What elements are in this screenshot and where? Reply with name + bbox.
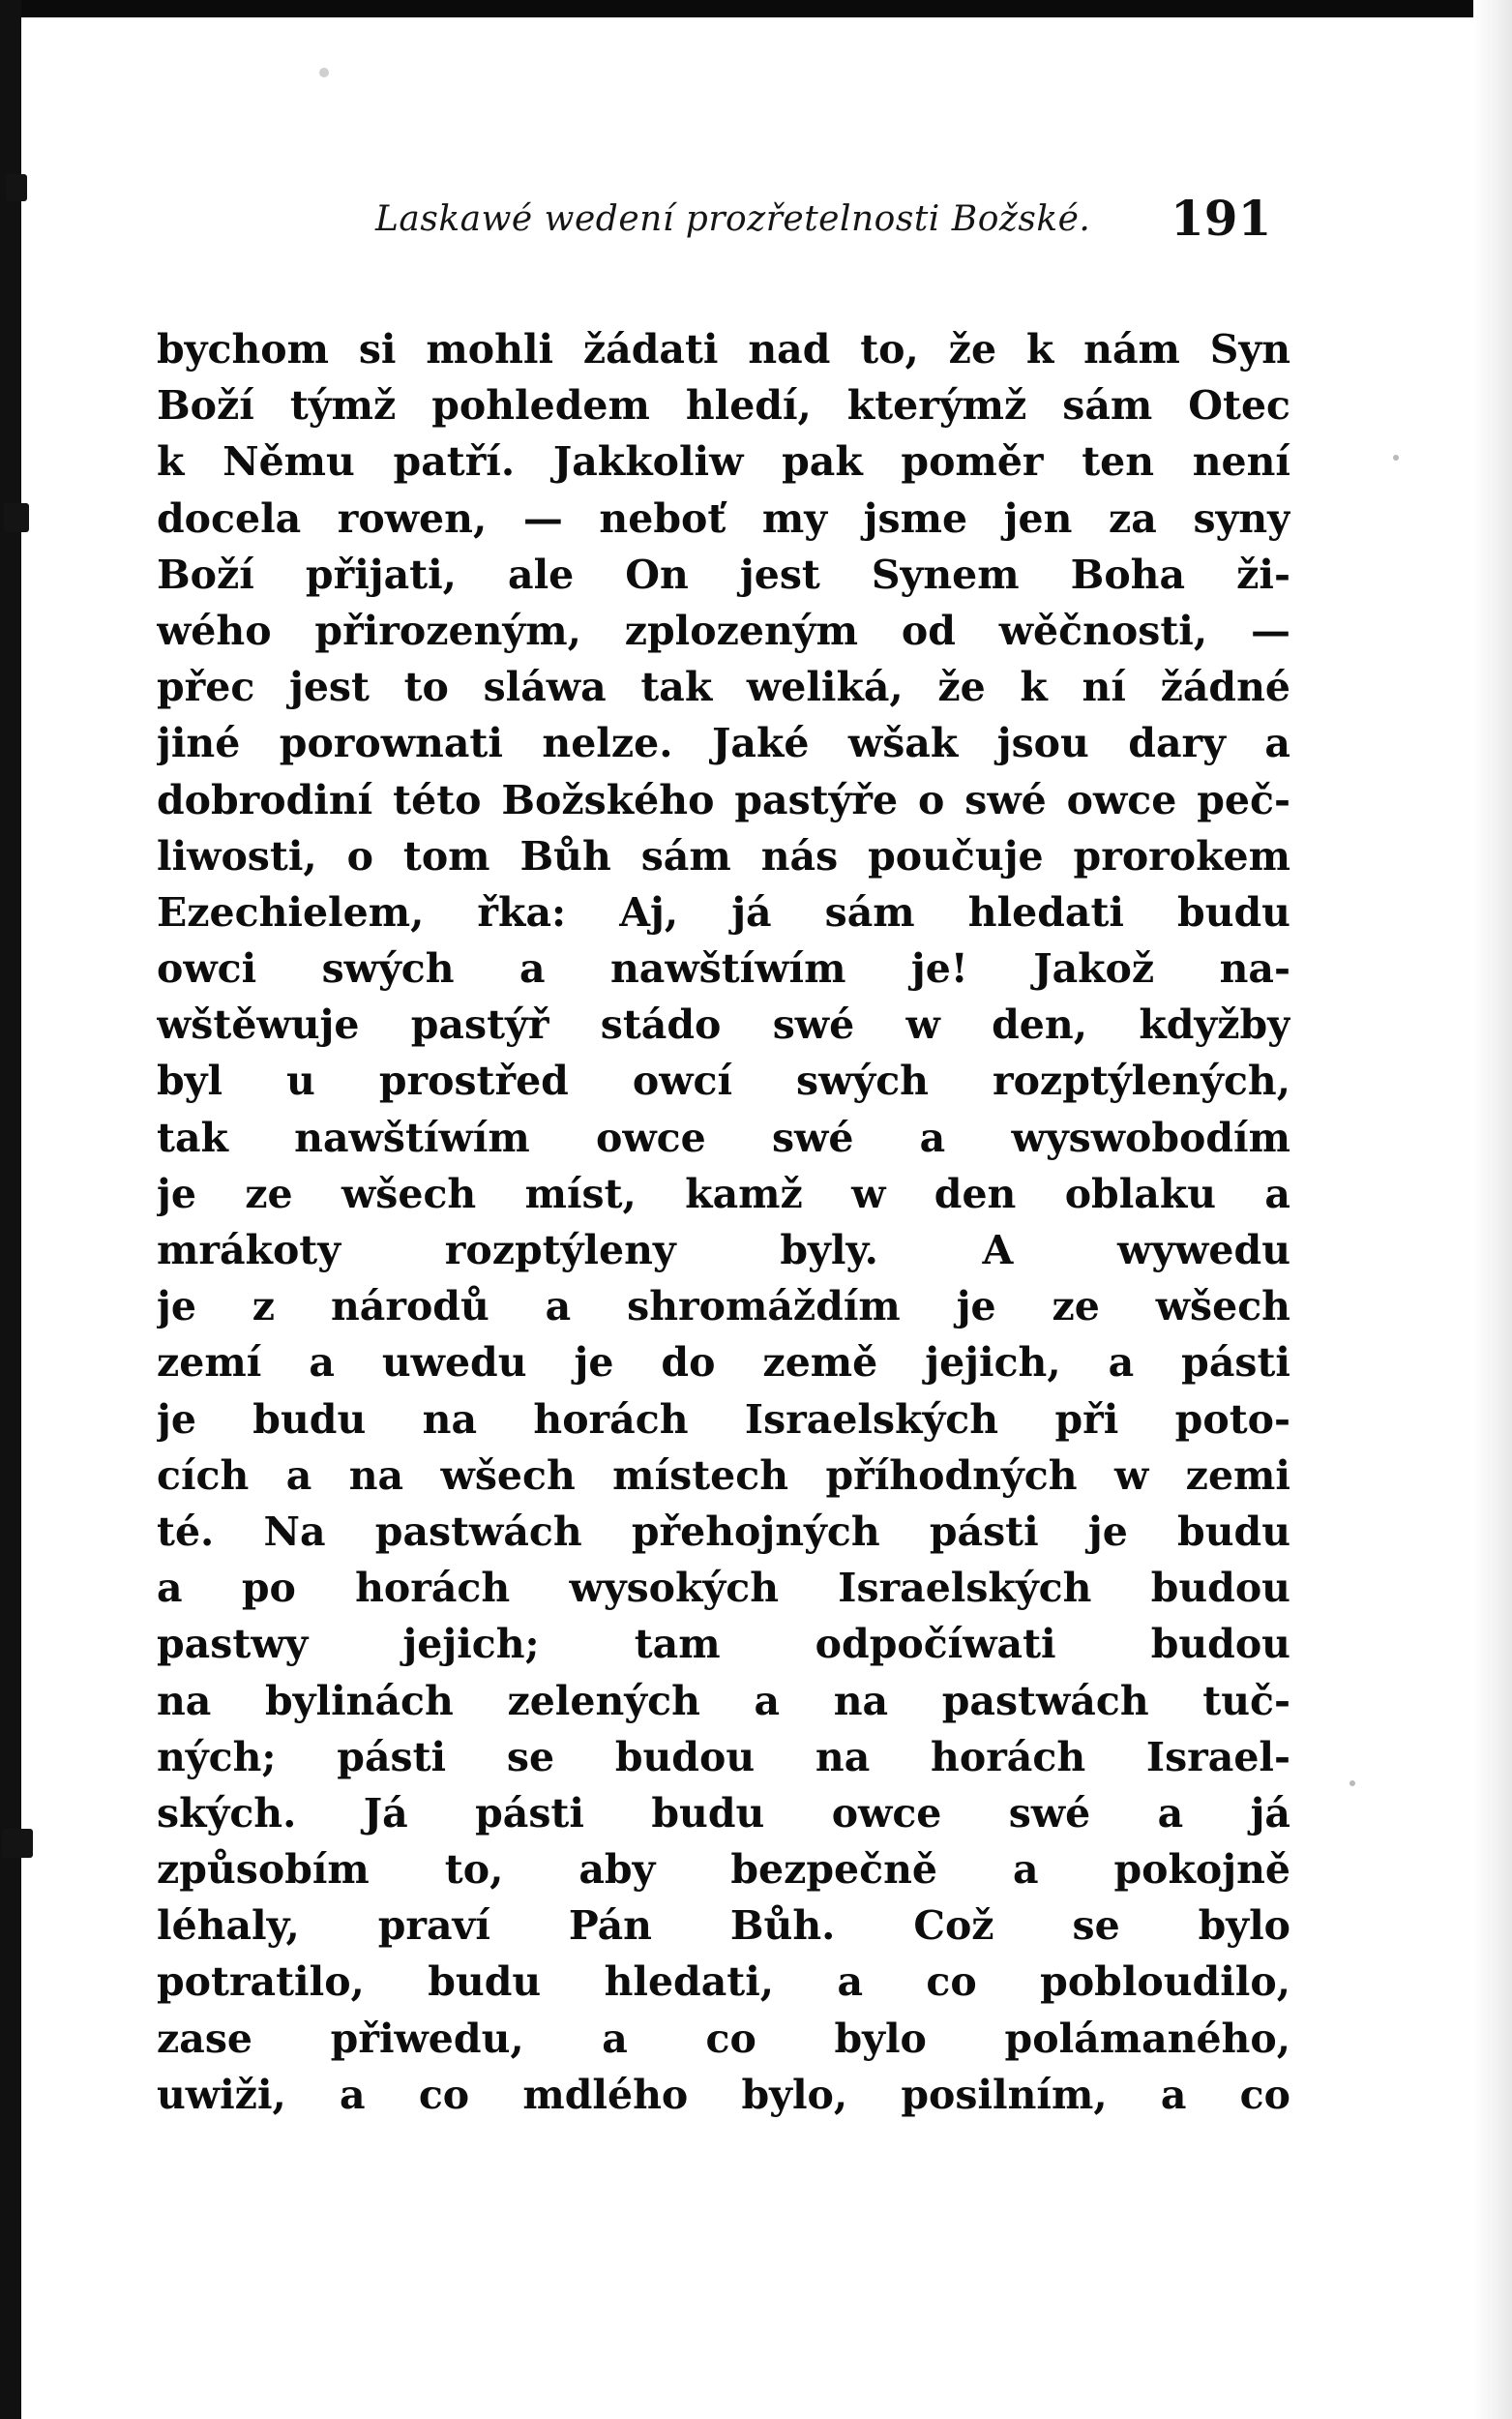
text-line: cích a na wšech místech příhodných w zemi xyxy=(157,1451,1290,1499)
text-line: mrákoty rozptýleny byly. A wywedu xyxy=(157,1227,1290,1273)
text-line: owci swých a nawštíwím je! Jakož na- xyxy=(157,945,1290,993)
text-line: potratilo, budu hledati, a co pobloudilo, xyxy=(157,1958,1290,2006)
text-line: dobrodiní této Božského pastýře o swé owce peč- xyxy=(157,776,1290,823)
text-line: pastwy jejich; tam odpočíwati budou xyxy=(157,1621,1290,1668)
paper-speck xyxy=(1393,455,1399,461)
text-line: wštěwuje pastýř stádo swé w den, kdyžby xyxy=(157,1001,1290,1049)
scan-border-left xyxy=(0,0,21,2419)
text-line: na bylinách zelených a na pastwách tuč- xyxy=(157,1677,1290,1724)
text-line: ných; pásti se budou na horách Israel- xyxy=(157,1733,1290,1780)
text-line: Boží přijati, ale On jest Synem Boha ži- xyxy=(157,551,1290,598)
text-line: je ze wšech míst, kamž w den oblaku a xyxy=(157,1170,1290,1217)
paper-speck xyxy=(319,68,329,77)
text-line: ských. Já pásti budu owce swé a já xyxy=(157,1789,1290,1837)
scan-border-top xyxy=(0,0,1512,17)
text-line: Boží týmž pohledem hledí, kterýmž sám Otec xyxy=(157,382,1290,430)
text-line: té. Na pastwách přehojných pásti je budu xyxy=(157,1508,1290,1555)
running-header xyxy=(0,190,1277,248)
text-line: bychom si mohli žádati nad to, že k nám Syn xyxy=(157,326,1290,373)
text-line: a po horách wysokých Israelských budou xyxy=(157,1565,1290,1612)
text-line: liwosti, o tom Bůh sám nás poučuje prorokem xyxy=(157,832,1290,880)
text-line: zase přiwedu, a co bylo polámaného, xyxy=(157,2015,1290,2062)
text-line: léhaly, praví Pán Bůh. Což se bylo xyxy=(157,1902,1290,1950)
text-line: Ezechielem, řka: Aj, já sám hledati budu xyxy=(157,888,1290,936)
text-line: zemí a uwedu je do země jejich, a pásti xyxy=(157,1339,1290,1387)
text-line: je z národů a shromáždím je ze wšech xyxy=(157,1283,1290,1330)
text-line: jiné porownati nelze. Jaké wšak jsou dary a xyxy=(157,720,1290,767)
text-line: je budu na horách Israelských při poto- xyxy=(157,1395,1290,1443)
text-line: přec jest to sláwa tak weliká, že k ní žádné xyxy=(157,664,1290,711)
margin-mark xyxy=(2,1829,33,1858)
text-line: byl u prostřed owcí swých rozptýlených, xyxy=(157,1058,1290,1105)
text-line: docela rowen, — neboť my jsme jen za syny xyxy=(157,494,1290,542)
text-line: způsobím to, aby bezpečně a pokojně xyxy=(157,1846,1290,1894)
text-line: tak nawštíwím owce swé a wyswobodím xyxy=(157,1114,1290,1161)
text-line: uwiži, a co mdlého bylo, posilním, a co xyxy=(157,2071,1290,2118)
running-title: Laskawé wedení prozřetelnosti Božské. xyxy=(375,199,1091,239)
body-text xyxy=(157,321,1290,2123)
margin-mark xyxy=(4,503,29,532)
text-line: k Němu patří. Jakkoliw pak poměr ten není xyxy=(157,438,1290,486)
paper-speck xyxy=(1349,1780,1355,1786)
page-number: 191 xyxy=(1171,190,1272,247)
page-edge-right xyxy=(1473,0,1512,2419)
text-line: wého přirozeným, zplozeným od wěčnosti, — xyxy=(157,607,1290,654)
